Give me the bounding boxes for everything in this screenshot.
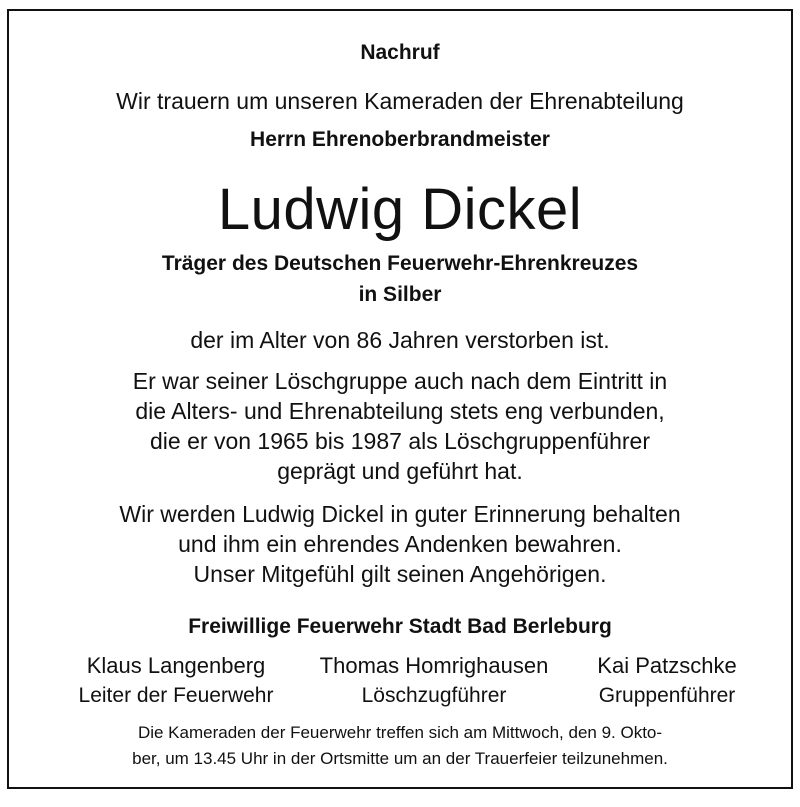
organization-name: Freiwillige Feuerwehr Stadt Bad Berleburg: [188, 615, 612, 638]
biography-line: Er war seiner Löschgruppe auch nach dem Eintritt in: [132, 368, 668, 394]
signatory-role: Löschzugführer: [361, 684, 507, 707]
remembrance-line: Unser Mitgefühl gilt seinen Angehörigen.: [193, 561, 607, 587]
biography-paragraph: [9, 366, 791, 486]
deceased-name: Ludwig Dickel: [217, 177, 583, 242]
obituary-notice: [7, 9, 793, 789]
notice-heading: Nachruf: [360, 41, 440, 64]
remembrance-line: und ihm ein ehrendes Andenken bewahren.: [178, 531, 622, 557]
signatory-name: Klaus Langenberg: [86, 653, 266, 678]
biography-line: geprägt und geführt hat.: [277, 458, 523, 484]
biography-line: die er von 1965 bis 1987 als Löschgruppenführer: [150, 428, 650, 454]
remembrance-paragraph: [9, 499, 791, 589]
award-line: in Silber: [358, 283, 442, 306]
age-line: der im Alter von 86 Jahren verstorben ist.: [190, 327, 610, 353]
footer-line: ber, um 13.45 Uhr in der Ortsmitte um an der Trauerfeier teilzunehmen.: [132, 749, 668, 768]
signatory: [57, 651, 295, 711]
signatory-role: Gruppenführer: [598, 684, 736, 707]
signatory: [569, 651, 765, 711]
signatory-name: Kai Patzschke: [597, 653, 737, 678]
signatory-role: Leiter der Feuerwehr: [78, 684, 274, 707]
footer-line: Die Kameraden der Feuerwehr treffen sich am Mittwoch, den 9. Okto-: [137, 723, 663, 742]
footer-note: [9, 720, 791, 772]
remembrance-line: Wir werden Ludwig Dickel in guter Erinnerung behalten: [119, 501, 681, 527]
signatory: [285, 651, 583, 711]
honorific-title: Herrn Ehrenoberbrandmeister: [250, 128, 550, 151]
signatory-name: Thomas Homrighausen: [319, 653, 549, 678]
intro-text: Wir trauern um unseren Kameraden der Ehrenabteilung: [116, 88, 684, 114]
award-line: Träger des Deutschen Feuerwehr-Ehrenkreuzes: [161, 252, 639, 275]
biography-line: die Alters- und Ehrenabteilung stets eng verbunden,: [135, 398, 665, 424]
